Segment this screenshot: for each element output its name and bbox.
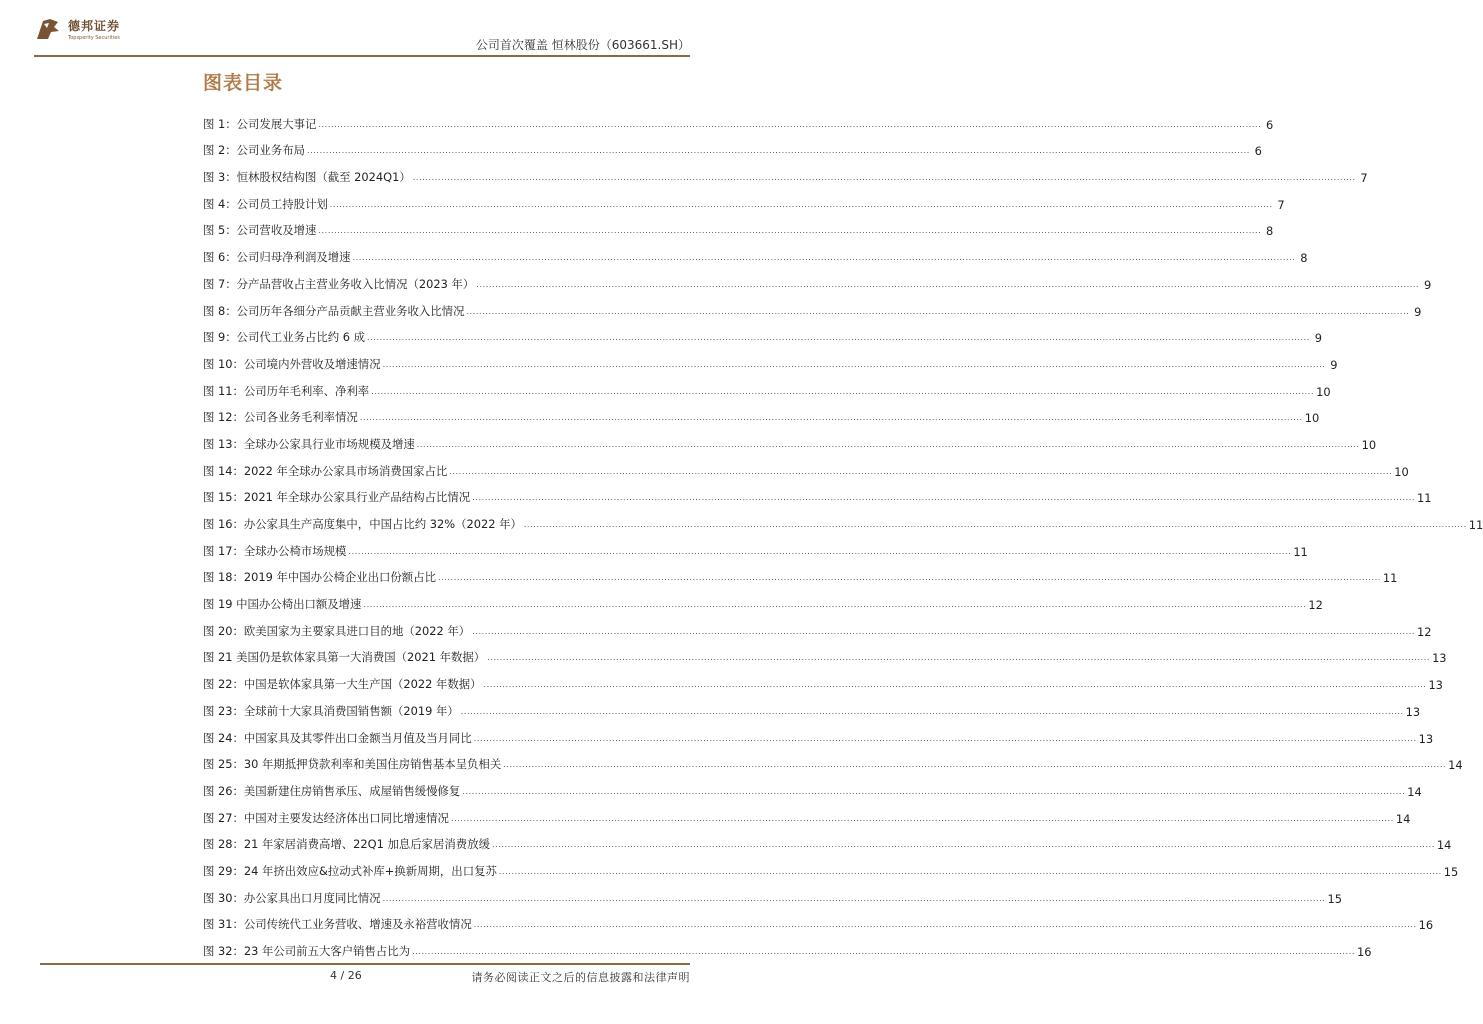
toc-entry-page: 14 — [1395, 811, 1411, 826]
toc-entry-page: 10 — [1394, 464, 1409, 479]
toc-entry-page: 13 — [1428, 678, 1443, 693]
toc-entry-page: 9 — [1423, 277, 1432, 292]
toc-entry-page: 11 — [1417, 491, 1432, 506]
report-info: 公司首次覆盖 恒林股份（603661.SH） — [475, 38, 690, 52]
toc-dot-leader: ............................................................................................................................................................................................................................................................................................................ — [460, 706, 1404, 716]
toc-dot-leader: ............................................................................................................................................................................................................................................................................................................ — [329, 199, 1273, 209]
toc-entry-label: 图 30：办公家具出口月度同比情况 — [203, 890, 381, 905]
toc-dot-leader: ............................................................................................................................................................................................................................................................................................................ — [450, 813, 1394, 823]
toc-entry-label: 图 7：分产品营收占主营业务收入比情况（2023 年） — [203, 276, 475, 291]
toc-entry-page: 6 — [1254, 144, 1262, 159]
toc-dot-leader: ............................................................................................................................................................................................................................................................................................................ — [318, 119, 1262, 129]
toc-entry-page: 9 — [1330, 357, 1338, 372]
toc-entry-label: 图 15：2021 年全球办公家具行业产品结构占比情况 — [203, 490, 471, 505]
toc-entry-label: 图 1：公司发展大事记 — [203, 116, 317, 131]
legal-disclaimer: 请务必阅读正文之后的信息披露和法律声明 — [471, 971, 690, 984]
toc-dot-leader: ............................................................................................................................................................................................................................................................................................................ — [367, 333, 1310, 343]
toc-dot-leader: ............................................................................................................................................................................................................................................................................................................ — [412, 173, 1356, 183]
toc-entry-label: 图 21 美国仍是软体家具第一大消费国（2021 年数据） — [203, 650, 486, 665]
toc-entry-label: 图 22：中国是软体家具第一大生产国（2022 年数据） — [203, 677, 482, 692]
toc-entry-page: 9 — [1314, 331, 1322, 346]
logo-name-cn: 德邦证券 — [68, 19, 121, 33]
toc-entry-page: 14 — [1436, 838, 1452, 853]
figure-table-of-contents — [203, 105, 1483, 959]
toc-entry[interactable] — [203, 585, 1323, 613]
toc-dot-leader: ............................................................................................................................................................................................................................................................................................................ — [473, 733, 1417, 743]
toc-entry-label: 图 12：公司各业务毛利率情况 — [203, 410, 358, 425]
toc-entry[interactable] — [203, 505, 1483, 532]
toc-entry-label: 图 9：公司代工业务占比约 6 成 — [203, 330, 366, 345]
toc-entry-page: 16 — [1418, 918, 1434, 933]
toc-entry-label: 图 20：欧美国家为主要家具进口目的地（2022 年） — [203, 623, 471, 638]
toc-entry[interactable] — [203, 852, 1459, 879]
toc-dot-leader: ............................................................................................................................................................................................................................................................................................................ — [307, 146, 1250, 156]
toc-entry[interactable] — [203, 692, 1421, 719]
toc-entry-label: 图 5：公司营收及增速 — [203, 223, 317, 238]
toc-entry-label: 图 18：2019 年中国办公椅企业出口份额占比 — [203, 570, 436, 585]
toc-dot-leader: ............................................................................................................................................................................................................................................................................................................ — [472, 626, 1416, 636]
toc-entry[interactable] — [203, 479, 1432, 506]
toc-entry-label: 图 32：23 年公司前五大客户销售占比为 — [203, 944, 411, 958]
toc-dot-leader: ............................................................................................................................................................................................................................................................................................................ — [359, 413, 1303, 423]
toc-dot-leader: ............................................................................................................................................................................................................................................................................................................ — [491, 840, 1435, 850]
toc-entry[interactable] — [203, 639, 1447, 666]
toc-entry-label: 图 25：30 年期抵押贷款利率和美国住房销售基本呈负相关 — [203, 757, 502, 772]
toc-entry-page: 11 — [1468, 518, 1483, 532]
toc-entry-page: 13 — [1432, 651, 1447, 666]
toc-entry-page: 16 — [1356, 945, 1372, 959]
toc-entry-label: 图 10：公司境内外营收及增速情况 — [203, 356, 381, 371]
toc-entry-label: 图 17：全球办公椅市场规模 — [203, 543, 347, 558]
toc-dot-leader: ............................................................................................................................................................................................................................................................................................................ — [363, 600, 1307, 610]
toc-entry-page: 6 — [1266, 117, 1274, 132]
toc-entry-page: 15 — [1443, 864, 1459, 879]
toc-dot-leader: ............................................................................................................................................................................................................................................................................................................ — [473, 920, 1417, 930]
toc-entry-label: 图 26：美国新建住房销售承压、成屋销售缓慢修复 — [203, 783, 461, 798]
page-title: 图表目录 — [203, 72, 284, 94]
toc-entry[interactable] — [203, 746, 1463, 773]
toc-entry-page: 7 — [1277, 197, 1285, 212]
toc-dot-leader: ............................................................................................................................................................................................................................................................................................................ — [498, 866, 1442, 876]
toc-dot-leader: ............................................................................................................................................................................................................................................................................................................ — [437, 573, 1381, 583]
toc-entry-label: 图 2：公司业务布局 — [203, 143, 305, 158]
toc-entry[interactable] — [203, 452, 1409, 479]
toc-entry[interactable] — [203, 799, 1411, 826]
toc-entry-label: 图 8：公司历年各细分产品贡献主营业务收入比情况 — [203, 303, 465, 318]
toc-entry[interactable] — [203, 932, 1372, 959]
toc-entry-page: 13 — [1418, 731, 1434, 746]
toc-entry-page: 10 — [1361, 437, 1377, 452]
logo-name-en: Topsperity Securities — [68, 35, 120, 41]
toc-entry[interactable] — [203, 292, 1422, 319]
toc-entry-label: 图 23：全球前十大家具消费国销售额（2019 年） — [203, 703, 459, 718]
toc-entry-label: 图 31：公司传统代工业务营收、增速及永裕营收情况 — [203, 917, 472, 932]
toc-dot-leader: ............................................................................................................................................................................................................................................................................................................ — [466, 306, 1410, 316]
toc-entry[interactable] — [203, 265, 1432, 292]
toc-dot-leader: ............................................................................................................................................................................................................................................................................................................ — [462, 786, 1406, 796]
toc-dot-leader: ............................................................................................................................................................................................................................................................................................................ — [348, 546, 1292, 556]
toc-entry-label: 图 11：公司历年毛利率、净利率 — [203, 383, 370, 398]
toc-entry[interactable] — [203, 772, 1422, 799]
toc-entry-page: 8 — [1266, 224, 1274, 239]
header-divider — [34, 55, 690, 57]
toc-entry-label: 图 4：公司员工持股计划 — [203, 196, 328, 211]
toc-dot-leader: ............................................................................................................................................................................................................................................................................................................ — [487, 653, 1431, 663]
toc-entry-page: 14 — [1407, 784, 1422, 799]
toc-entry-page: 13 — [1405, 704, 1421, 719]
toc-entry-page: 11 — [1382, 571, 1398, 586]
toc-dot-leader: ............................................................................................................................................................................................................................................................................................................ — [476, 279, 1420, 289]
toc-entry[interactable] — [203, 158, 1368, 186]
toc-dot-leader: ............................................................................................................................................................................................................................................................................................................ — [416, 439, 1360, 449]
toc-entry[interactable] — [203, 212, 1274, 239]
toc-entry-page: 11 — [1293, 544, 1308, 559]
toc-dot-leader: ............................................................................................................................................................................................................................................................................................................ — [503, 760, 1447, 770]
toc-entry[interactable] — [203, 319, 1322, 346]
toc-entry-page: 12 — [1417, 624, 1432, 639]
toc-entry-label: 图 29：24 年挤出效应&拉动式补库+换新周期，出口复苏 — [203, 863, 497, 878]
toc-dot-leader: ............................................................................................................................................................................................................................................................................................................ — [523, 520, 1467, 529]
toc-entry-page: 12 — [1308, 598, 1323, 613]
toc-entry[interactable] — [203, 399, 1320, 426]
toc-entry[interactable] — [203, 105, 1274, 132]
toc-entry-label: 图 3：恒林股权结构图（截至 2024Q1） — [203, 170, 411, 185]
toc-entry-label: 图 16：办公家具生产高度集中，中国占比约 32%（2022 年） — [203, 517, 522, 531]
toc-entry-page: 7 — [1360, 171, 1368, 186]
company-logo — [34, 14, 144, 44]
toc-entry[interactable] — [203, 345, 1338, 372]
toc-entry-page: 15 — [1327, 891, 1342, 906]
toc-entry-label: 图 13：全球办公家具行业市场规模及增速 — [203, 436, 415, 451]
toc-entry[interactable] — [203, 425, 1377, 452]
toc-dot-leader: ............................................................................................................................................................................................................................................................................................................ — [472, 493, 1416, 503]
toc-entry[interactable] — [203, 372, 1331, 399]
toc-entry-page: 8 — [1300, 251, 1308, 266]
toc-entry-page: 14 — [1448, 758, 1463, 773]
toc-entry-label: 图 28：21 年家居消费高增、22Q1 加息后家居消费放缓 — [203, 837, 490, 852]
toc-dot-leader: ............................................................................................................................................................................................................................................................................................................ — [483, 680, 1427, 690]
toc-entry-page: 10 — [1304, 411, 1320, 426]
footer-divider — [40, 963, 690, 965]
toc-entry[interactable] — [203, 665, 1443, 693]
toc-dot-leader: ............................................................................................................................................................................................................................................................................................................ — [382, 359, 1326, 369]
toc-entry[interactable] — [203, 559, 1398, 586]
toc-dot-leader: ............................................................................................................................................................................................................................................................................................................ — [382, 893, 1326, 903]
toc-dot-leader: ............................................................................................................................................................................................................................................................................................................ — [449, 466, 1393, 476]
toc-entry-page: 10 — [1316, 384, 1331, 399]
toc-dot-leader: ............................................................................................................................................................................................................................................................................................................ — [352, 253, 1296, 263]
toc-entry[interactable] — [203, 612, 1432, 639]
toc-entry-label: 图 24：中国家具及其零件出口金额当月值及当月同比 — [203, 730, 472, 745]
toc-entry[interactable] — [203, 719, 1434, 746]
toc-dot-leader: ............................................................................................................................................................................................................................................................................................................ — [318, 226, 1262, 236]
page-number: 4 / 26 — [330, 969, 362, 982]
toc-entry[interactable] — [203, 906, 1434, 933]
toc-entry-page: 9 — [1414, 304, 1422, 319]
toc-entry[interactable] — [203, 879, 1342, 906]
logo-emblem-icon — [34, 15, 62, 43]
toc-entry[interactable] — [203, 185, 1285, 212]
toc-dot-leader: ............................................................................................................................................................................................................................................................................................................ — [412, 947, 1355, 956]
toc-entry[interactable] — [203, 826, 1452, 853]
toc-entry-label: 图 19 中国办公椅出口额及增速 — [203, 597, 362, 612]
toc-entry[interactable] — [203, 238, 1308, 266]
toc-dot-leader: ............................................................................................................................................................................................................................................................................................................ — [371, 386, 1315, 396]
toc-entry-label: 图 14：2022 年全球办公家具市场消费国家占比 — [203, 463, 448, 478]
toc-entry-label: 图 27：中国对主要发达经济体出口同比增速情况 — [203, 810, 449, 825]
toc-entry-label: 图 6：公司归母净利润及增速 — [203, 250, 351, 265]
toc-entry[interactable] — [203, 132, 1262, 159]
toc-entry[interactable] — [203, 532, 1308, 559]
